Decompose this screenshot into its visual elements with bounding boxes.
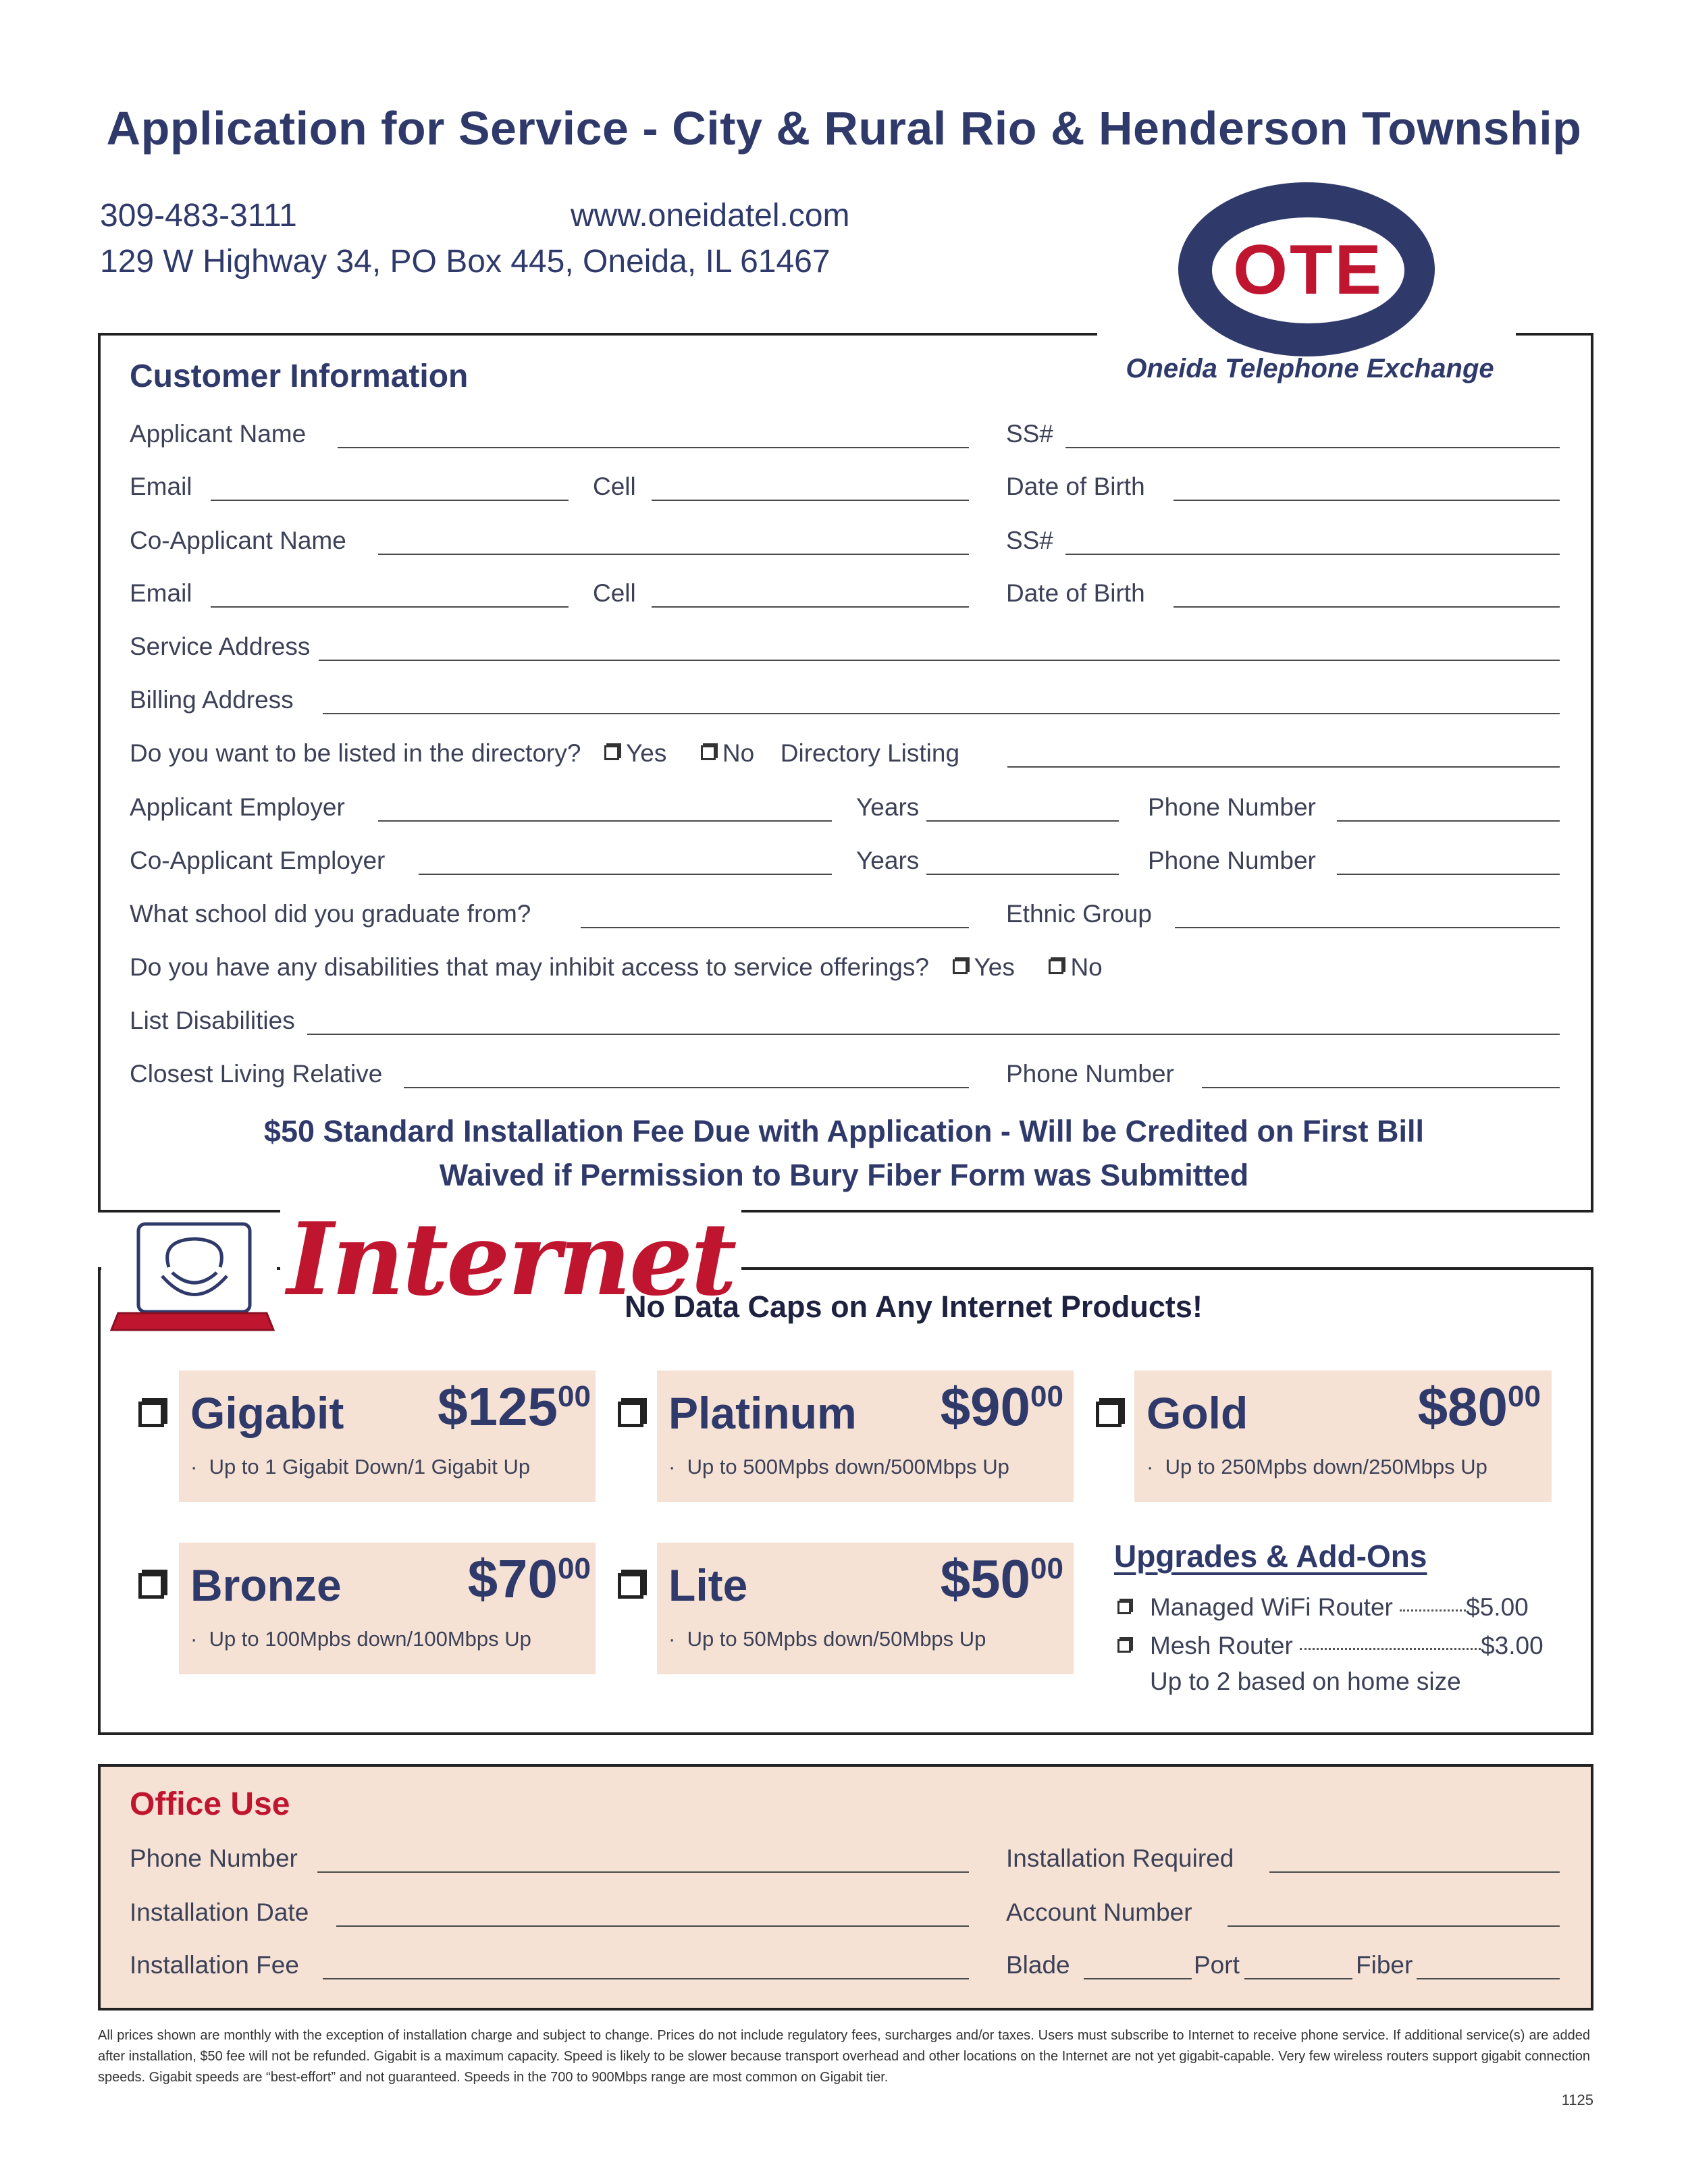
plan-bronze-desc: · Up to 100Mpbs down/100Mbps Up (190, 1627, 531, 1651)
ss-field[interactable] (1065, 447, 1560, 448)
years-label: Years (856, 793, 920, 821)
account-number-label: Account Number (1006, 1898, 1192, 1926)
relative-phone-field[interactable] (1202, 1087, 1560, 1088)
employer-phone-field[interactable] (1337, 820, 1560, 822)
disabilities-yes-label: Yes (974, 953, 1015, 981)
plan-lite-desc: · Up to 50Mpbs down/50Mbps Up (668, 1627, 986, 1651)
addon-wifi-router-checkbox[interactable] (1117, 1601, 1131, 1614)
installation-fee-field[interactable] (323, 1978, 969, 1979)
billing-address-label: Billing Address (130, 686, 294, 714)
addons-title: Upgrades & Add-Ons (1114, 1539, 1427, 1574)
email-field[interactable] (211, 500, 569, 501)
dob-field[interactable] (1173, 500, 1560, 501)
addon-mesh-router-checkbox[interactable] (1117, 1639, 1131, 1653)
fiber-field[interactable] (1417, 1978, 1560, 1979)
plan-platinum-checkbox[interactable] (618, 1402, 643, 1427)
installation-date-label: Installation Date (130, 1898, 309, 1926)
service-address-label: Service Address (130, 633, 311, 660)
ethnic-group-field[interactable] (1175, 927, 1560, 928)
directory-yes-label: Yes (625, 739, 667, 767)
co-ss-label: SS# (1006, 527, 1053, 554)
email-label: Email (130, 473, 192, 500)
applicant-employer-field[interactable] (378, 820, 832, 822)
years-field[interactable] (926, 820, 1119, 822)
logo-text: OTE (1233, 231, 1383, 309)
directory-question (130, 739, 959, 768)
co-applicant-name-field[interactable] (378, 554, 969, 555)
cell-label: Cell (593, 473, 636, 500)
list-disabilities-label: List Disabilities (130, 1007, 295, 1034)
co-employer-phone-field[interactable] (1337, 874, 1560, 875)
fiber-label: Fiber (1356, 1951, 1413, 1979)
disabilities-yes-checkbox[interactable] (953, 959, 968, 974)
plan-gold-checkbox[interactable] (1096, 1402, 1122, 1427)
ethnic-group-label: Ethnic Group (1006, 900, 1152, 928)
plan-gigabit-checkbox[interactable] (138, 1402, 164, 1427)
plan-platinum-name: Platinum (668, 1388, 857, 1438)
form-code: 1125 (1561, 2092, 1593, 2108)
logo-caption: Oneida Telephone Exchange (1126, 354, 1494, 383)
co-years-field[interactable] (926, 874, 1119, 875)
plan-platinum-desc: · Up to 500Mpbs down/500Mbps Up (668, 1455, 1009, 1479)
co-applicant-name-label: Co-Applicant Name (130, 527, 346, 554)
plan-lite-checkbox[interactable] (618, 1573, 643, 1599)
co-dob-label: Date of Birth (1006, 579, 1145, 607)
plan-gigabit-desc: · Up to 1 Gigabit Down/1 Gigabit Up (190, 1455, 531, 1479)
applicant-employer-label: Applicant Employer (130, 793, 345, 821)
directory-listing-label: Directory Listing (780, 739, 960, 767)
fine-print: All prices shown are monthly with the exception of installation charge and subject to change. Prices do not include regulatory fees, surcharges and/or taxes. Users must subscribe to Internet to receive phone service. If additional service(s) are added after installation, $50 fee will not be refunded. Gigabit is a maximum capacity. Speed is likely to be slower because transport overhead and other locations on the Internet are not yet gigabit-capable. Very few wireless routers support gigabit connection speeds. Gigabit speeds are “best-effort” and not guaranteed. Speeds in the 700 to 900Mbps range are most common on Gigabit tier. (98, 2028, 1590, 2085)
co-dob-field[interactable] (1173, 606, 1560, 608)
blade-field[interactable] (1084, 1978, 1192, 1979)
addon-mesh-router-name: Mesh Router (1150, 1632, 1293, 1659)
applicant-name-field[interactable] (338, 447, 969, 448)
cell-field[interactable] (652, 500, 969, 501)
co-applicant-employer-label: Co-Applicant Employer (130, 847, 386, 874)
website-link[interactable]: www.oneidatel.com (571, 198, 850, 234)
office-phone-field[interactable] (317, 1871, 969, 1873)
co-cell-label: Cell (593, 579, 636, 607)
closest-relative-label: Closest Living Relative (130, 1060, 383, 1088)
co-applicant-employer-field[interactable] (419, 874, 832, 875)
directory-question-text: Do you want to be listed in the directory? (130, 739, 581, 767)
co-employer-phone-label: Phone Number (1148, 847, 1316, 874)
office-phone-label: Phone Number (130, 1844, 298, 1872)
closest-relative-field[interactable] (404, 1087, 969, 1088)
directory-yes-checkbox[interactable] (604, 745, 619, 760)
mailing-address: 129 W Highway 34, PO Box 445, Oneida, IL 61467 (100, 244, 830, 279)
list-disabilities-field[interactable] (307, 1034, 1560, 1035)
installation-fee-note: $50 Standard Installation Fee Due with Application - Will be Credited on First Bill (263, 1114, 1425, 1148)
school-field[interactable] (581, 927, 969, 928)
plan-gold-price: $\$80^{00}$ (1417, 1377, 1541, 1437)
ss-label: SS# (1006, 420, 1053, 448)
plan-gigabit-price: $\$125^{00}$ (438, 1377, 591, 1437)
plan-lite-price: $\$50^{00}$ (940, 1549, 1063, 1609)
employer-phone-label: Phone Number (1148, 793, 1316, 821)
installation-date-field[interactable] (336, 1925, 969, 1927)
addon-wifi-router-price: $5.00 (1466, 1593, 1529, 1621)
phone-number: 309-483-3111 (100, 198, 297, 234)
fee-waiver-note: Waived if Permission to Bury Fiber Form was Submitted (439, 1158, 1249, 1192)
page-title: Application for Service - City & Rural Rio & Henderson Township (106, 102, 1582, 155)
relative-phone-label: Phone Number (1006, 1060, 1174, 1088)
logo (1212, 217, 1404, 323)
addon-wifi-router (1117, 1593, 1529, 1622)
service-address-field[interactable] (319, 660, 1560, 661)
laptop-icon (101, 1219, 277, 1337)
disabilities-question-text: Do you have any disabilities that may inhibit access to service offerings? (130, 953, 929, 981)
port-label: Port (1194, 1951, 1240, 1979)
plan-platinum-price: $\$90^{00}$ (940, 1377, 1063, 1437)
plan-gigabit-name: Gigabit (190, 1388, 344, 1438)
plan-bronze-name: Bronze (190, 1560, 342, 1610)
account-number-field[interactable] (1228, 1925, 1560, 1927)
directory-listing-field[interactable] (1007, 766, 1560, 768)
applicant-name-label: Applicant Name (130, 420, 307, 448)
plan-bronze-price: $\$70^{00}$ (467, 1549, 591, 1609)
co-email-label: Email (130, 579, 192, 607)
plan-bronze-checkbox[interactable] (138, 1573, 164, 1599)
co-years-label: Years (856, 847, 920, 874)
co-cell-field[interactable] (652, 606, 969, 608)
directory-no-checkbox[interactable] (701, 745, 716, 760)
internet-heading: Internet (280, 1200, 741, 1318)
internet-tagline: No Data Caps on Any Internet Products! (625, 1289, 1203, 1324)
addon-mesh-router-price: $3.00 (1481, 1632, 1544, 1659)
plan-lite-name: Lite (668, 1560, 748, 1610)
office-use-title: Office Use (130, 1786, 290, 1822)
co-email-field[interactable] (211, 606, 569, 608)
customer-info-title: Customer Information (130, 358, 469, 394)
co-ss-field[interactable] (1065, 554, 1560, 555)
school-label: What school did you graduate from? (130, 900, 531, 928)
blade-label: Blade (1006, 1951, 1070, 1979)
addon-mesh-router (1117, 1632, 1544, 1660)
port-field[interactable] (1244, 1978, 1352, 1979)
installation-fee-label: Installation Fee (130, 1951, 299, 1979)
addon-wifi-router-name: Managed WiFi Router (1150, 1593, 1393, 1621)
plan-gold-desc: · Up to 250Mpbs down/250Mbps Up (1146, 1455, 1487, 1479)
addon-note: Up to 2 based on home size (1150, 1668, 1461, 1695)
plan-gold-name: Gold (1146, 1388, 1248, 1438)
disabilities-question (130, 953, 1103, 982)
disabilities-no-label: No (1070, 953, 1103, 981)
disabilities-no-checkbox[interactable] (1049, 959, 1063, 974)
installation-required-label: Installation Required (1006, 1844, 1234, 1872)
billing-address-field[interactable] (323, 713, 1560, 714)
installation-required-field[interactable] (1269, 1871, 1560, 1873)
directory-no-label: No (722, 739, 755, 767)
dob-label: Date of Birth (1006, 473, 1145, 500)
